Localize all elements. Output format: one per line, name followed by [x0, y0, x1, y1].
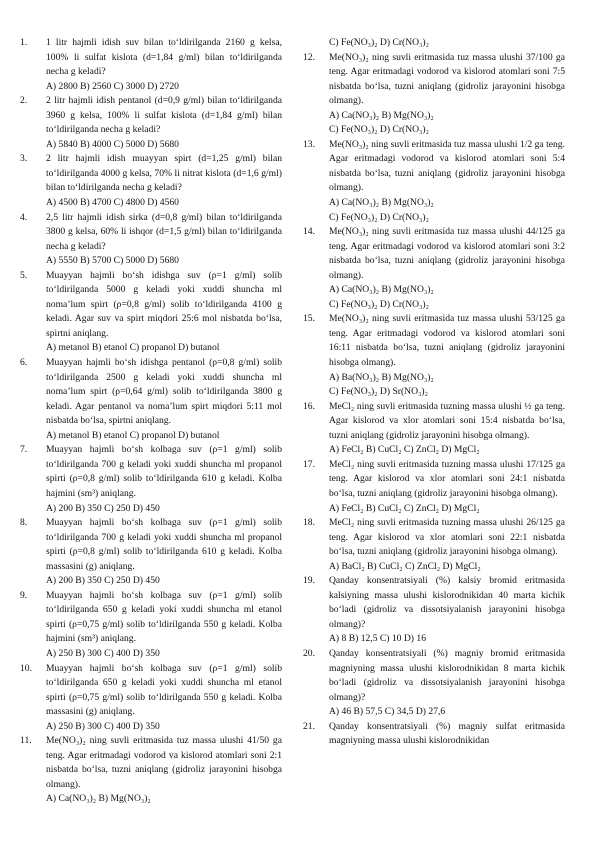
question-body — [46, 36, 282, 94]
options-continuation: C) Fe(NO₃)₂ D) Cr(NO₃)₂ — [329, 37, 429, 48]
question-body — [329, 720, 565, 749]
question-number: 2. — [20, 95, 28, 107]
answer-options: C) Fe(NO₃)₂ D) Cr(NO₃)₂ — [329, 298, 429, 310]
question-body — [46, 662, 282, 735]
question-text: Muayyan hajmli bo‘sh kolbaga suv (ρ=1 g/ml) solib to‘ldirilganda 650 g keladi yoki xuddi shuncha ml etanol spirti (ρ=0,75 g/ml) solib to‘ldirilganda 550 g keladi. Kolba hajmini (sm³) aniqlang. — [46, 589, 282, 645]
question-text: MeCl₂ ning suvli eritmasida tuzning massa ulushi 26/125 ga teng. Agar kislorod va xlor atomlari soni 22:1 nisbatda bo‘lsa, tuzni aniqlang (gidroliz jarayonini hisobga olmang). — [329, 517, 565, 558]
question-item — [20, 734, 282, 807]
question-item — [20, 443, 282, 516]
question-body — [46, 94, 282, 152]
question-number: 1. — [20, 37, 28, 48]
answer-options: A) metanol B) etanol C) propanol D) butanol — [46, 429, 220, 441]
answer-options: A) 200 B) 350 C) 250 D) 450 — [46, 575, 160, 587]
question-item — [303, 51, 565, 138]
question-item — [303, 516, 565, 574]
question-body — [46, 356, 282, 443]
question-number: 3. — [20, 153, 28, 165]
question-item — [20, 516, 282, 589]
answer-options: C) Fe(NO₃)₂ D) Sr(NO₃)₂ — [329, 386, 428, 398]
question-number: 19. — [303, 575, 315, 587]
question-item — [303, 574, 565, 647]
answer-options: A) 4500 B) 4700 C) 4800 D) 4560 — [46, 197, 179, 209]
answer-options: A) Ba(NO₃)₂ B) Mg(NO₃)₂ — [329, 371, 434, 383]
question-number: 11. — [20, 735, 32, 747]
question-item — [303, 400, 565, 458]
question-number: 17. — [303, 458, 315, 470]
question-item — [303, 138, 565, 225]
left-column — [20, 36, 282, 807]
question-body — [329, 647, 565, 720]
question-number: 16. — [303, 400, 315, 412]
answer-options: A) 8 B) 12,5 C) 10 D) 16 — [329, 633, 426, 645]
question-text: Me(NO₃)₂ ning suvli eritmasida tuz massa ulushi 1/2 ga teng. Agar eritmadagi vodorod va kislorod atomlari soni 5:4 nisbatda bo‘lsa, tuzni aniqlang (gidroliz jarayonini hisobga olmang). — [329, 138, 565, 194]
answer-options: A) metanol B) etanol C) propanol D) butanol — [46, 342, 220, 354]
answer-options: A) 46 B) 57,5 C) 34,5 D) 27,6 — [329, 706, 446, 718]
question-text: MeCl₂ ning suvli eritmasida tuzning massa ulushi 17/125 ga teng. Agar kislorod va xlor atomlari soni 24:1 nisbatda bo‘lsa, tuzni aniqlang (gidroliz jarayonini hisobga olmang). — [329, 458, 565, 499]
question-number: 20. — [303, 647, 315, 659]
question-body — [46, 152, 282, 210]
question-text: Me(NO₃)₂ ning suvli eritmasida tuz massa ulushi 37/100 ga teng. Agar eritmadagi vodorod va kislorod atomlari soni 7:5 nisbatda bo‘lsa, tuzni aniqlang (gidroliz jarayonini hisobga olmang). — [329, 51, 565, 107]
question-body — [46, 734, 282, 807]
question-number: 4. — [20, 211, 28, 223]
question-number: 18. — [303, 517, 315, 529]
question-item — [303, 647, 565, 720]
question-text: Me(NO₃)₂ ning suvli eritmasida tuz massa ulushi 41/50 ga teng. Agar eritmadagi vodorod va kislorod atomlari soni 2:1 nisbatda bo‘lsa, tuzni aniqlang (gidroliz jarayonini hisobga olmang). — [46, 735, 282, 790]
question-body — [46, 269, 282, 356]
question-number: 7. — [20, 444, 28, 456]
answer-options: A) 5550 B) 5700 C) 5000 D) 5680 — [46, 255, 179, 267]
question-body — [329, 574, 565, 647]
question-item — [20, 36, 282, 94]
question-text: Muayyan hajmli bo‘sh kolbaga suv (ρ=1 g/ml) solib to‘ldirilganda 700 g keladi yoki xuddi shuncha ml propanol spirti (ρ=0,8 g/ml) solib to‘ldirilganda 610 g keladi. Kolba hajmini (sm³) aniqlang. — [46, 444, 282, 499]
answer-options: C) Fe(NO₃)₂ D) Cr(NO₃)₂ — [329, 124, 429, 136]
question-number: 14. — [303, 226, 315, 238]
question-body — [46, 211, 282, 269]
question-item — [20, 589, 282, 662]
question-item — [303, 720, 565, 749]
answer-options: A) FeCl₂ B) CuCl₂ C) ZnCl₂ D) MgCl₂ — [329, 502, 480, 514]
answer-options: A) 200 B) 350 C) 250 D) 450 — [46, 502, 160, 514]
question-body — [46, 589, 282, 662]
question-body — [329, 312, 565, 399]
question-item — [303, 458, 565, 516]
question-number: 9. — [20, 589, 28, 601]
question-text: Muayyan hajmli bo‘sh kolbaga suv (ρ=1 g/ml) solib to‘ldirilganda 650 g keladi yoki xuddi shuncha ml etanol spirti (ρ=0,75 g/ml) solib to‘ldirilganda 550 g keladi. Kolba massasini (g) aniqlang. — [46, 662, 282, 718]
question-number: 6. — [20, 357, 28, 369]
question-text: Me(NO₃)₂ ning suvli eritmasida tuz massa ulushi 44/125 ga teng. Agar eritmadagi vodorod va kislorod atomlari soni 3:2 nisbatda bo‘lsa, tuzni aniqlang (gidroliz jarayonini hisobga olmang). — [329, 226, 565, 281]
answer-options: C) Fe(NO₃)₂ D) Cr(NO₃)₂ — [329, 211, 429, 223]
question-text: Muayyan hajmli bo‘sh idishga suv (ρ=1 g/ml) solib to‘ldirilganda 5000 g keladi yoki xuddi shuncha ml noma’lum spirt (ρ=0,8 g/ml) solib to‘ldirilganda 4100 g keladi. Agar suv va spirt miqdori 25:6 mol nisbatda bo‘lsa, spirtni aniqlang. — [46, 269, 282, 339]
question-body — [329, 225, 565, 312]
answer-options: A) Ca(NO₃)₂ B) Mg(NO₃)₂ — [329, 109, 434, 121]
answer-options: A) 250 B) 300 C) 400 D) 350 — [46, 720, 160, 732]
question-number: 5. — [20, 269, 28, 281]
question-text: Muayyan hajmli bo‘sh kolbaga suv (ρ=1 g/ml) solib to‘ldirilganda 700 g keladi yoki xuddi shuncha ml propanol spirti (ρ=0,8 g/ml) solib to‘ldirilganda 610 g keladi. Kolba massasini (g) aniqlang. — [46, 517, 282, 572]
question-body — [329, 516, 565, 574]
answer-options: A) 5840 B) 4000 C) 5000 D) 5680 — [46, 138, 179, 150]
question-text: Qanday konsentratsiyali (%) magniy sulfat eritmasida magniyning massa ulushi kislorodnikidan — [329, 720, 565, 747]
question-body — [329, 400, 565, 458]
question-text: 2 litr hajmli idish muayyan spirt (d=1,25 g/ml) bilan to‘ldirilganda 4000 g kelsa, 70% li nitrat kislota (d=1,6 g/ml) bilan to‘ldirilganda necha g keladi? — [46, 153, 282, 194]
question-number: 15. — [303, 313, 315, 325]
question-number: 21. — [303, 720, 315, 732]
question-body — [329, 138, 565, 225]
question-item — [20, 211, 282, 269]
question-text: Muayyan hajmli bo‘sh idishga pentanol (ρ=0,8 g/ml) solib to‘ldirilganda 2500 g keladi yoki xuddi shuncha ml noma’lum spirt (ρ=0,64 g/ml) solib to‘ldirilganda 3800 g keladi. Agar pentanol va noma’lum spirt miqdori 5:11 mol nisbatda bo‘lsa, spirtni aniqlang. — [46, 357, 282, 427]
question-item — [303, 312, 565, 399]
question-text: MeCl₂ ning suvli eritmasida tuzning massa ulushi ½ ga teng. Agar kislorod va xlor atomlari soni 15:4 nisbatda bo‘lsa, tuzni aniqlang (gidroliz jarayonini hisobga olmang). — [329, 400, 565, 441]
question-number: 8. — [20, 517, 28, 529]
answer-options: A) 250 B) 300 C) 400 D) 350 — [46, 647, 160, 659]
right-column — [303, 36, 565, 749]
question-text: 1 litr hajmli idish suv bilan to‘ldirilganda 2160 g kelsa, 100% li sulfat kislota (d=1,84 g/ml) bilan to‘ldirilganda necha g keladi? — [46, 37, 282, 78]
question-text: Qanday konsentratsiyali (%) kalsiy bromid eritmasida kalsiyning massa ulushi kislorodnikidan 40 marta kichik bo‘ladi (gidroliz va dissotsiyalanish jarayonini hisobga olmang)? — [329, 575, 565, 630]
question-body — [329, 458, 565, 516]
question-item — [20, 94, 282, 152]
question-text: Me(NO₃)₂ ning suvli eritmasida tuz massa ulushi 53/125 ga teng. Agar eritmadagi vodorod va kislorod atomlari soni 16:11 nisbatda bo‘lsa, tuzni aniqlang (gidroliz jarayonini hisobga olmang). — [329, 313, 565, 369]
question-number: 12. — [303, 51, 315, 63]
question-item — [20, 152, 282, 210]
answer-options: A) FeCl₂ B) CuCl₂ C) ZnCl₂ D) MgCl₂ — [329, 444, 480, 456]
question-body — [46, 443, 282, 516]
question-text: 2,5 litr hajmli idish sirka (d=0,8 g/ml) bilan to‘ldirilganda 3800 g kelsa, 60% li ishqor (d=1,5 g/ml) bilan to‘ldirilganda necha g keladi? — [46, 211, 282, 252]
question-text: Qanday konsentratsiyali (%) magniy bromid eritmasida magniyning massa ulushi kislorodnikidan 8 marta kichik bo‘ladi (gidroliz va dissotsiyalanish jarayonini hisobga olmang)? — [329, 647, 565, 703]
answer-options: A) Ca(NO₃)₂ B) Mg(NO₃)₂ — [46, 793, 151, 805]
question-item — [303, 225, 565, 312]
question-item — [20, 269, 282, 356]
answer-options: A) Ca(NO₃)₂ B) Mg(NO₃)₂ — [329, 197, 434, 209]
answer-options: A) 2800 B) 2560 C) 3000 D) 2720 — [46, 80, 179, 92]
question-number: 10. — [20, 662, 32, 674]
question-number: 13. — [303, 138, 315, 150]
question-item — [20, 356, 282, 443]
question-text: 2 litr hajmli idish pentanol (d=0,9 g/ml) bilan to‘ldirilganda 3960 g kelsa, 100% li sulfat kislota (d=1,84 g/ml) bilan to‘ldirilganda necha g keladi? — [46, 95, 282, 136]
answer-options: A) Ca(NO₃)₂ B) Mg(NO₃)₂ — [329, 284, 434, 296]
answer-options: A) BaCl₂ B) CuCl₂ C) ZnCl₂ D) MgCl₂ — [329, 560, 481, 572]
question-body — [329, 51, 565, 138]
question-item — [20, 662, 282, 735]
question-body — [46, 516, 282, 589]
